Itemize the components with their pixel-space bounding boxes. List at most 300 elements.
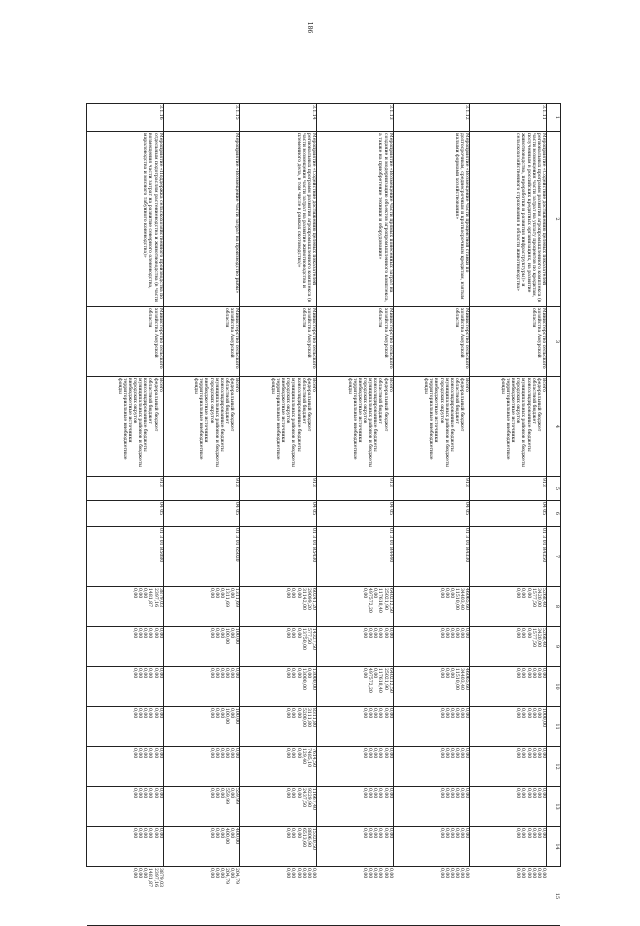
amount-value: 0,00: [290, 588, 296, 599]
amount-value: 0,00: [459, 748, 465, 759]
amount-value: 13750,00: [300, 628, 306, 650]
amount-value: 46065,60: [464, 668, 470, 690]
amount-cell: [164, 627, 241, 667]
amount-value: 0,00: [285, 708, 291, 719]
amount-cell: [470, 667, 547, 707]
amount-value: 0,00: [525, 868, 531, 879]
amount-value: 0,00: [229, 788, 235, 799]
header-cell: 8: [547, 587, 560, 627]
amount-value: 400,00: [224, 828, 230, 845]
amount-value: 0,00: [515, 708, 521, 719]
row-number-cell: 3.1.14: [240, 104, 317, 132]
amount-value: 0,00: [530, 828, 536, 839]
executor-cell: Министерство сельского хозяйства Амурской области: [470, 307, 547, 377]
amount-value: 0,00: [142, 748, 148, 759]
amount-value: 14327,50: [311, 628, 316, 650]
amount-value: 0,00: [218, 628, 224, 639]
amount-value: 0,00: [377, 788, 383, 799]
amount-cell: [87, 587, 164, 627]
amount-value: 0,00: [372, 668, 378, 679]
amount-value: 0,00: [361, 628, 367, 639]
header-cell: 15: [547, 867, 560, 926]
amount-cell: [240, 587, 317, 627]
amount-value: 0,00: [147, 828, 153, 839]
amount-value: 0,00: [448, 788, 454, 799]
amount-value: 0,00: [535, 868, 541, 879]
amount-cell: [470, 827, 547, 867]
amount-value: 0,00: [131, 588, 137, 599]
amount-cell: [87, 707, 164, 747]
funding-source-label: федеральный бюджет: [459, 378, 465, 432]
amount-value: 0,00: [377, 828, 383, 839]
funding-source-label: территориальные внебюджетные фонды: [423, 378, 434, 460]
amount-value: 0,00: [530, 748, 536, 759]
amount-value: 0,00: [525, 668, 531, 679]
amount-value: 0,00: [147, 708, 153, 719]
amount-value: 0,00: [131, 668, 137, 679]
section-code-cell: 04 05: [240, 501, 317, 527]
amount-value: 0,00: [142, 788, 148, 799]
amount-cell: [240, 827, 317, 867]
amount-value: 0,00: [459, 628, 465, 639]
amount-value: 0,00: [525, 708, 531, 719]
amount-value: 0,00: [515, 748, 521, 759]
amount-value: 0,00: [520, 628, 526, 639]
funding-source-label: территориальные внебюджетные фонды: [116, 378, 127, 460]
amount-value: 204,79: [234, 868, 240, 885]
amount-value: 0,00: [131, 628, 137, 639]
table-row: [393, 104, 471, 879]
amount-value: 0,00: [295, 788, 301, 799]
funding-source-label: консолидированные бюджеты муниципальных районов и бюджеты городских округов: [208, 378, 224, 468]
amount-value: 0,00: [147, 788, 153, 799]
grbs-code-cell: 913: [317, 477, 394, 501]
amount-value: 0,00: [295, 828, 301, 839]
amount-value: 0,00: [438, 788, 444, 799]
amount-value: 0,00: [137, 588, 143, 599]
amount-value: 0,00: [361, 788, 367, 799]
amount-value: 0,00: [142, 708, 148, 719]
amount-value: 0,00: [372, 788, 378, 799]
amount-value: 0,00: [535, 708, 541, 719]
funding-source-label: внебюджетные источники: [510, 378, 516, 443]
amount-value: 0,00: [213, 588, 219, 599]
amount-value: 0,00: [157, 788, 163, 799]
amount-value: 0,00: [142, 588, 148, 599]
amount-value: 1311,69: [224, 588, 230, 607]
amount-value: 0,00: [367, 868, 373, 879]
amount-value: 0,00: [367, 708, 373, 719]
amount-value: 0,00: [137, 668, 143, 679]
row-number-cell: 3.1.11: [470, 104, 547, 132]
funding-sources-cell: [394, 377, 471, 477]
amount-value: 0,00: [229, 668, 235, 679]
funding-source-label: консолидированные бюджеты муниципальных районов и бюджеты городских округов: [285, 378, 301, 468]
amount-value: 0,00: [459, 868, 465, 879]
amount-cell: [164, 787, 241, 827]
amount-value: 0,00: [290, 708, 296, 719]
amount-value: 9229,90: [305, 788, 311, 807]
amount-value: 0,00: [367, 828, 373, 839]
amount-cell: [164, 827, 241, 867]
amount-value: 0,00: [520, 868, 526, 879]
amount-value: 0,00: [305, 668, 311, 679]
row-number-cell: 3.1.15: [164, 104, 241, 132]
amount-value: 0,00: [218, 748, 224, 759]
amount-value: 0,00: [448, 668, 454, 679]
header-cell: 11: [547, 707, 560, 747]
funding-source-label: Всего: [464, 378, 470, 392]
amount-cell: [470, 627, 547, 667]
section-code-cell: 04 05: [164, 501, 241, 527]
amount-value: 0,00: [372, 828, 378, 839]
executor-cell: Министерство сельского хозяйства Амурской области: [87, 307, 164, 377]
amount-cell: [164, 667, 241, 707]
amount-value: 0,00: [152, 828, 158, 839]
funding-sources-cell: [240, 377, 317, 477]
executor-cell: Министерство сельского хозяйства Амурской области: [394, 307, 471, 377]
amount-value: 0,00: [459, 788, 465, 799]
amount-value: 129,40: [300, 748, 306, 765]
amount-value: 0,00: [541, 868, 546, 879]
amount-value: 0,00: [515, 628, 521, 639]
funding-source-label: территориальные внебюджетные фонды: [193, 378, 204, 460]
amount-value: 0,00: [448, 628, 454, 639]
amount-value: 0,00: [213, 708, 219, 719]
funding-source-label: внебюджетные источники: [433, 378, 439, 443]
amount-value: 0,00: [147, 668, 153, 679]
amount-value: 34403,40: [459, 588, 465, 610]
section-code-cell: 04 05: [470, 501, 547, 527]
amount-value: 0,00: [285, 748, 291, 759]
amount-value: 0,00: [361, 748, 367, 759]
amount-cell: [394, 827, 471, 867]
section-code-cell: 04 05: [394, 501, 471, 527]
amount-value: 1481,87: [147, 588, 153, 607]
amount-value: 2437,50: [300, 788, 306, 807]
amount-cell: [394, 587, 471, 627]
funding-sources-cell: [470, 377, 547, 477]
amount-value: 0,00: [229, 828, 235, 839]
amount-value: 0,00: [382, 868, 388, 879]
amount-value: 0,00: [137, 828, 143, 839]
amount-value: 46065,60: [464, 588, 470, 610]
amount-value: 0,00: [438, 868, 444, 879]
header-cell: 1: [547, 104, 560, 132]
measure-name-cell: Мероприятие «Содействие достижению целевых показателей региональных программ развития агропромышленного комплекса (в части возмещения части затрат на уплату процентов по кредитам, полученным в российских кредитных организациях, на развитие животноводства, переработки и развития инфраструктуры)» и сельскохозяйственного страхования в области животноводства»: [470, 132, 547, 307]
amount-value: 0,00: [208, 708, 214, 719]
amount-value: 0,00: [377, 748, 383, 759]
amount-value: 559,99: [234, 788, 240, 805]
amount-value: 0,00: [218, 708, 224, 719]
header-cell: 4: [547, 377, 560, 477]
amount-cell: [470, 787, 547, 827]
amount-value: 8311,80: [311, 708, 316, 727]
amount-cell: [317, 747, 394, 787]
header-cell: 3: [547, 307, 560, 377]
amount-value: 0,00: [438, 828, 444, 839]
header-cell: 6: [547, 501, 560, 527]
rotated-table-wrapper: [88, 103, 561, 900]
amount-cell: [240, 627, 317, 667]
funding-source-label: федеральный бюджет: [152, 378, 158, 432]
measure-name-cell: Мероприятие «Возмещение части затрат на производство рыбы»: [164, 132, 241, 307]
funding-source-label: территориальные внебюджетные фонды: [269, 378, 281, 460]
amount-cell: [317, 627, 394, 667]
amount-value: 204,79: [224, 868, 230, 885]
amount-cell: [240, 707, 317, 747]
amount-value: 0,00: [137, 788, 143, 799]
amount-value: 0,00: [131, 828, 137, 839]
amount-value: 0,00: [213, 868, 219, 879]
funding-source-label: областной бюджет: [377, 378, 383, 424]
amount-value: 6513,60: [300, 828, 306, 847]
amount-value: 0,00: [530, 788, 536, 799]
amount-value: 1577,50: [530, 588, 536, 607]
amount-value: 0,00: [382, 828, 388, 839]
amount-value: 497572,20: [367, 588, 373, 613]
amount-value: 100,00: [234, 628, 240, 645]
amount-value: 0,00: [208, 788, 214, 799]
funding-source-label: внебюджетные источники: [356, 378, 362, 443]
amount-value: 0,00: [285, 588, 291, 599]
amount-value: 0,00: [454, 788, 460, 799]
executor-cell: Министерство сельского хозяйства Амурской области: [317, 307, 394, 377]
amount-value: 0,00: [290, 828, 296, 839]
amount-cell: [470, 867, 547, 926]
amount-value: 0,00: [208, 588, 214, 599]
amount-value: 0,00: [234, 748, 240, 759]
funding-sources-cell: [164, 377, 241, 477]
amount-value: 100,00: [224, 708, 230, 725]
amount-value: 0,00: [147, 748, 153, 759]
amount-value: 0,00: [295, 708, 301, 719]
amount-value: 0,00: [152, 788, 158, 799]
amount-value: 0,00: [361, 868, 367, 879]
funding-sources-cell: [87, 377, 164, 477]
amount-value: 0,00: [520, 788, 526, 799]
amount-value: 0,00: [530, 708, 536, 719]
amount-value: 13000,00: [311, 668, 316, 690]
executor-cell: Министерство сельского хозяйства Амурской области: [164, 307, 241, 377]
amount-value: 0,00: [382, 788, 388, 799]
header-cell: 2: [547, 132, 560, 307]
amount-value: 0,00: [361, 708, 367, 719]
amount-cell: [164, 867, 241, 926]
header-cell: 10: [547, 667, 560, 707]
amount-cell: [317, 787, 394, 827]
funding-source-label: консолидированные бюджеты муниципальных районов и бюджеты городских округов: [515, 378, 531, 468]
amount-value: 0,00: [213, 828, 219, 839]
amount-value: 100,00: [234, 708, 240, 725]
header-cell: 5: [547, 477, 560, 501]
amount-cell: [164, 587, 241, 627]
amount-cell: [87, 787, 164, 827]
header-cell: 7: [547, 527, 560, 587]
funding-source-label: областной бюджет: [224, 378, 230, 424]
funding-source-label: консолидированные бюджеты муниципальных районов и бюджеты городских округов: [361, 378, 378, 468]
row-number-cell: 3.1.13: [317, 104, 394, 132]
amount-cell: [240, 667, 317, 707]
amount-value: 0,00: [290, 788, 296, 799]
amount-cell: [394, 787, 471, 827]
amount-cell: [317, 587, 394, 627]
amount-value: 0,00: [438, 708, 444, 719]
amount-value: 0,00: [377, 628, 383, 639]
amount-value: 0,00: [443, 868, 449, 879]
amount-value: 640212,50: [387, 668, 393, 693]
amount-value: 0,00: [530, 668, 536, 679]
amount-value: 0,00: [229, 748, 235, 759]
amount-cell: [394, 747, 471, 787]
amount-cell: [317, 667, 394, 707]
amount-cell: [317, 707, 394, 747]
amount-value: 0,00: [372, 708, 378, 719]
amount-value: 25021,90: [382, 588, 388, 610]
amount-value: 0,00: [525, 748, 531, 759]
page-number: 186: [306, 21, 314, 34]
amount-value: 0,00: [208, 628, 214, 639]
amount-cell: [87, 747, 164, 787]
amount-value: 0,00: [285, 868, 291, 879]
amount-value: 0,00: [448, 748, 454, 759]
budget-table: [86, 103, 561, 900]
section-code-cell: 04 05: [87, 501, 164, 527]
target-article-cell: 01 3 01 R4440: [317, 527, 394, 587]
target-article-cell: 01 3 01 R5080: [87, 527, 164, 587]
amount-value: 0,00: [361, 588, 367, 599]
amount-value: 0,00: [443, 828, 449, 839]
amount-cell: [87, 627, 164, 667]
amount-value: 0,00: [459, 708, 465, 719]
amount-value: 0,00: [224, 668, 230, 679]
grbs-code-cell: 913: [394, 477, 471, 501]
grbs-code-cell: 913: [164, 477, 241, 501]
row-number-cell: 3.1.16: [87, 104, 164, 132]
amount-value: 0,00: [454, 708, 460, 719]
amount-value: 0,00: [224, 748, 230, 759]
funding-source-label: областной бюджет: [530, 378, 536, 424]
amount-value: 0,00: [295, 588, 301, 599]
row-number-cell: 3.1.12: [394, 104, 471, 132]
amount-cell: [87, 667, 164, 707]
amount-value: 0,00: [290, 668, 296, 679]
amount-value: 0,00: [387, 748, 393, 759]
amount-value: 0,00: [290, 748, 296, 759]
funding-source-label: внебюджетные источники: [280, 378, 286, 443]
table-row: [86, 104, 164, 887]
amount-cell: [87, 827, 164, 867]
amount-value: 400,00: [234, 828, 240, 845]
amount-value: 5200,00: [300, 708, 306, 727]
amount-value: 0,00: [535, 788, 541, 799]
amount-value: 0,00: [459, 828, 465, 839]
amount-value: 0,00: [377, 708, 383, 719]
grbs-code-cell: 913: [240, 477, 317, 501]
grbs-code-cell: 913: [87, 477, 164, 501]
amount-cell: [470, 707, 547, 747]
funding-source-label: федеральный бюджет: [229, 378, 235, 432]
amount-value: 0,00: [142, 868, 148, 879]
amount-value: 0,00: [443, 668, 449, 679]
amount-value: 0,00: [157, 748, 163, 759]
amount-value: 117618,40: [377, 668, 383, 693]
header-cell: 9: [547, 627, 560, 667]
table-row: [163, 104, 241, 885]
amount-value: 0,00: [137, 868, 143, 879]
amount-value: 0,00: [152, 748, 158, 759]
amount-cell: [394, 707, 471, 747]
amount-value: 0,00: [448, 588, 454, 599]
amount-value: 0,00: [525, 828, 531, 839]
header-cell: 13: [547, 787, 560, 827]
amount-cell: [164, 707, 241, 747]
amount-value: 0,00: [443, 708, 449, 719]
amount-value: 7614,50: [311, 748, 316, 767]
amount-value: 0,00: [464, 708, 470, 719]
amount-value: 0,00: [218, 668, 224, 679]
amount-value: 0,00: [295, 748, 301, 759]
amount-value: 0,00: [515, 588, 521, 599]
amount-value: 0,00: [131, 748, 137, 759]
table-header-row: [546, 104, 560, 900]
amount-value: 1311,69: [234, 588, 240, 607]
amount-value: 5268,40: [541, 588, 546, 607]
amount-value: 0,00: [464, 748, 470, 759]
measure-name-cell: Мероприятие «Содействие достижению целевых показателей региональных программ развития агропромышленного комплекса (в части возмещения части затрат на развитие животноводства и племенного дела, в том числе в рамках скотоводства)»: [240, 132, 317, 307]
funding-source-label: федеральный бюджет: [305, 378, 311, 432]
amount-value: 11667,40: [311, 788, 316, 810]
amount-value: 0,00: [541, 788, 546, 799]
amount-value: 0,00: [311, 868, 316, 879]
amount-value: 8806,90: [305, 828, 311, 847]
amount-value: 3879,03: [157, 588, 163, 607]
executor-cell: Министерство сельского хозяйства Амурской области: [240, 307, 317, 377]
amount-value: 0,00: [131, 708, 137, 719]
amount-value: 0,00: [229, 868, 235, 879]
amount-value: 0,00: [464, 828, 470, 839]
amount-value: 0,00: [525, 588, 531, 599]
target-article-cell: 01 3 01 R4330: [394, 527, 471, 587]
amount-value: 0,00: [454, 628, 460, 639]
amount-value: 0,00: [382, 748, 388, 759]
amount-value: 0,00: [147, 628, 153, 639]
amount-value: 0,00: [448, 708, 454, 719]
amount-value: 0,00: [520, 668, 526, 679]
amount-cell: [394, 867, 471, 926]
amount-value: 640212,50: [387, 588, 393, 613]
header-cell: 14: [547, 827, 560, 867]
amount-value: 0,00: [443, 628, 449, 639]
amount-value: 0,00: [525, 628, 531, 639]
amount-value: 3420,00: [535, 628, 541, 647]
amount-value: 0,00: [213, 788, 219, 799]
amount-value: 3879,03: [157, 868, 163, 887]
target-article-cell: 01 3 01 R5430: [240, 527, 317, 587]
amount-value: 1577,50: [530, 628, 536, 647]
funding-source-label: внебюджетные источники: [126, 378, 132, 443]
amount-value: 29099,20: [305, 588, 311, 610]
amount-value: 0,00: [208, 668, 214, 679]
amount-value: 0,00: [541, 668, 546, 679]
amount-value: 0,00: [208, 828, 214, 839]
amount-cell: [317, 867, 394, 926]
amount-value: 497572,20: [367, 668, 373, 693]
amount-value: 0,00: [515, 828, 521, 839]
amount-cell: [470, 587, 547, 627]
table-row: [316, 104, 394, 879]
amount-cell: [394, 667, 471, 707]
